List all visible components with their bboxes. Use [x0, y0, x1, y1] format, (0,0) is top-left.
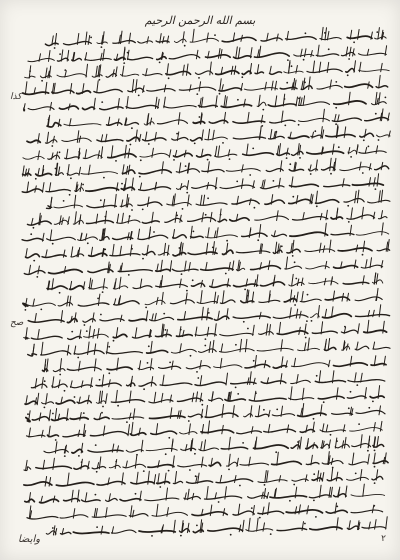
script-line: [24, 452, 388, 473]
script-line: [27, 503, 383, 519]
script-line: [24, 468, 383, 488]
script-line: [23, 158, 389, 180]
script-line: [46, 517, 387, 537]
script-line: [44, 435, 384, 457]
script-line: [22, 174, 383, 196]
script-line: [27, 125, 390, 147]
script-line: [22, 223, 389, 245]
script-line: [23, 288, 382, 310]
script-line: [23, 144, 386, 162]
folio-catchword: وايضا: [18, 534, 41, 545]
margin-note-lower: صح: [10, 318, 24, 328]
page-number: ٢: [381, 534, 386, 544]
script-line: [28, 207, 388, 228]
script-line: [23, 75, 388, 96]
script-line: [31, 371, 384, 392]
script-line: [25, 61, 390, 82]
basmala-heading: بسم الله الرحمن الرحيم: [144, 14, 256, 27]
script-line: [28, 338, 390, 358]
script-line: [43, 356, 387, 376]
script-line: [24, 320, 387, 341]
script-line: [47, 273, 383, 294]
script-line: [28, 305, 389, 326]
script-line: [27, 421, 383, 441]
script-line: [26, 240, 390, 262]
script-line: [47, 190, 390, 211]
script-line: [45, 27, 386, 48]
script-line: [24, 257, 383, 278]
script-line: [26, 404, 385, 424]
script-line: [25, 386, 384, 409]
script-line: [25, 484, 385, 503]
script-line: [23, 92, 386, 111]
script-line: [28, 45, 387, 64]
margin-note-upper: كذا: [10, 92, 22, 102]
